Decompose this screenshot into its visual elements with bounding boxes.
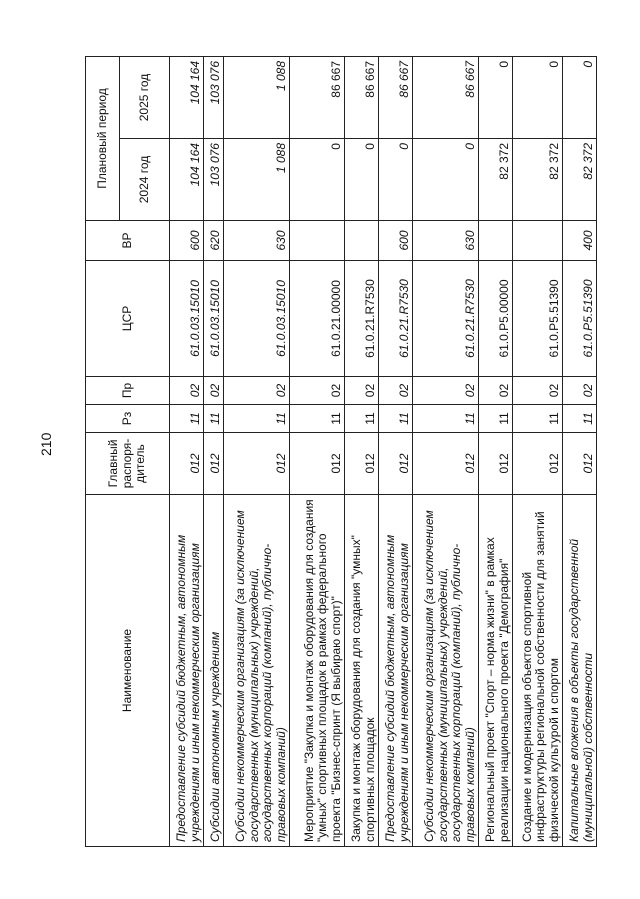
row-pr: 02 <box>345 377 379 405</box>
row-name: Региональный проект "Спорт – норма жизни" в рамках реализации национального проекта "Демография" <box>479 495 513 847</box>
row-csr: 61.0.21.R7530 <box>345 261 379 377</box>
row-2025: 86 667 <box>413 56 479 138</box>
row-rz: 11 <box>479 405 513 433</box>
header-planned-period: Плановый период <box>86 56 120 220</box>
table-row <box>170 56 204 846</box>
row-pr: 02 <box>413 377 479 405</box>
header-vr: ВР <box>86 221 170 261</box>
row-csr: 61.0.03.15010 <box>170 261 204 377</box>
row-2024: 82 372 <box>513 139 563 221</box>
row-vr <box>290 221 345 261</box>
row-rz: 11 <box>513 405 563 433</box>
row-pr: 02 <box>379 377 413 405</box>
row-csr: 61.0.21.00000 <box>290 261 345 377</box>
row-2025: 86 667 <box>379 56 413 138</box>
table-row <box>345 56 379 846</box>
row-csr: 61.0.21.R7530 <box>379 261 413 377</box>
row-vr: 400 <box>563 221 597 261</box>
row-grbs: 012 <box>224 433 290 495</box>
row-csr: 61.0.03.15010 <box>204 261 224 377</box>
page-number: 210 <box>38 432 54 456</box>
row-rz: 11 <box>290 405 345 433</box>
header-csr: ЦСР <box>86 261 170 377</box>
row-grbs: 012 <box>379 433 413 495</box>
row-2025: 1 088 <box>224 56 290 138</box>
row-vr <box>513 221 563 261</box>
row-2025: 86 667 <box>345 56 379 138</box>
row-rz: 11 <box>379 405 413 433</box>
table-row <box>290 56 345 846</box>
row-pr: 02 <box>224 377 290 405</box>
row-rz: 11 <box>413 405 479 433</box>
row-grbs: 012 <box>413 433 479 495</box>
row-pr: 02 <box>513 377 563 405</box>
row-name: Субсидии некоммерческим организациям (за исключением государственных (муниципальных) учреждений, государственных корпораций (компаний), публично-правовых компаний) <box>413 495 479 847</box>
row-name: Мероприятие "Закупка и монтаж оборудования для создания "умных" спортивных площадок в рамках федерального проекта "Бизнес-спринт (Я выбираю спорт)" <box>290 495 345 847</box>
table-row <box>413 56 479 846</box>
row-name: Субсидии некоммерческим организациям (за исключением государственных (муниципальных) учреждений, государственных корпораций (компаний), публично-правовых компаний) <box>224 495 290 847</box>
row-pr: 02 <box>170 377 204 405</box>
row-grbs: 012 <box>290 433 345 495</box>
row-grbs: 012 <box>479 433 513 495</box>
row-vr: 600 <box>170 221 204 261</box>
table-row <box>479 56 513 846</box>
row-2025: 0 <box>479 56 513 138</box>
row-rz: 11 <box>345 405 379 433</box>
row-2025: 86 667 <box>290 56 345 138</box>
row-vr <box>345 221 379 261</box>
row-csr: 61.0.P5.51390 <box>513 261 563 377</box>
row-name: Создание и модернизация объектов спортивной инфраструктуры региональной собственности для занятий физической культурой и спортом <box>513 495 563 847</box>
row-2024: 82 372 <box>563 139 597 221</box>
row-vr: 600 <box>379 221 413 261</box>
row-vr: 630 <box>413 221 479 261</box>
row-name: Субсидии автономным учреждениям <box>204 495 224 847</box>
row-2024: 1 088 <box>224 139 290 221</box>
table-row <box>204 56 224 846</box>
header-name: Наименование <box>86 495 170 847</box>
row-csr: 61.0.P5.00000 <box>479 261 513 377</box>
row-grbs: 012 <box>513 433 563 495</box>
row-2024: 82 372 <box>479 139 513 221</box>
row-grbs: 012 <box>563 433 597 495</box>
row-csr: 61.0.03.15010 <box>224 261 290 377</box>
row-vr: 630 <box>224 221 290 261</box>
row-2024: 104 164 <box>170 139 204 221</box>
table-row <box>224 56 290 846</box>
row-2025: 0 <box>563 56 597 138</box>
row-csr: 61.0.P5.51390 <box>563 261 597 377</box>
table-row <box>379 56 413 846</box>
row-rz: 11 <box>204 405 224 433</box>
row-name: Предоставление субсидий бюджетным, автономным учреждениям и иным некоммерческим организациям <box>170 495 204 847</box>
row-pr: 02 <box>290 377 345 405</box>
row-name: Предоставление субсидий бюджетным, автономным учреждениям и иным некоммерческим организациям <box>379 495 413 847</box>
row-grbs: 012 <box>345 433 379 495</box>
row-2024: 0 <box>290 139 345 221</box>
header-year-2024: 2024 год <box>120 139 170 221</box>
row-2025: 103 076 <box>204 56 224 138</box>
row-name: Капитальные вложения в объекты государственной (муниципальной) собственности <box>563 495 597 847</box>
row-pr: 02 <box>479 377 513 405</box>
row-2024: 0 <box>345 139 379 221</box>
row-vr: 620 <box>204 221 224 261</box>
row-csr: 61.0.21.R7530 <box>413 261 479 377</box>
table-row <box>563 56 597 846</box>
row-grbs: 012 <box>170 433 204 495</box>
row-grbs: 012 <box>204 433 224 495</box>
budget-table <box>85 56 597 847</box>
header-grbs: Главный распоря-дитель <box>86 433 170 495</box>
row-2025: 0 <box>513 56 563 138</box>
header-rz: Рз <box>86 405 170 433</box>
row-2024: 103 076 <box>204 139 224 221</box>
row-rz: 11 <box>563 405 597 433</box>
row-2024: 0 <box>413 139 479 221</box>
row-vr <box>479 221 513 261</box>
rotated-page-content <box>85 57 595 847</box>
row-pr: 02 <box>204 377 224 405</box>
row-rz: 11 <box>224 405 290 433</box>
row-name: Закупка и монтаж оборудования для создания "умных" спортивных площадок <box>345 495 379 847</box>
row-rz: 11 <box>170 405 204 433</box>
header-pr: Пр <box>86 377 170 405</box>
table-row <box>513 56 563 846</box>
row-pr: 02 <box>563 377 597 405</box>
row-2025: 104 164 <box>170 56 204 138</box>
header-year-2025: 2025 год <box>120 56 170 138</box>
row-2024: 0 <box>379 139 413 221</box>
